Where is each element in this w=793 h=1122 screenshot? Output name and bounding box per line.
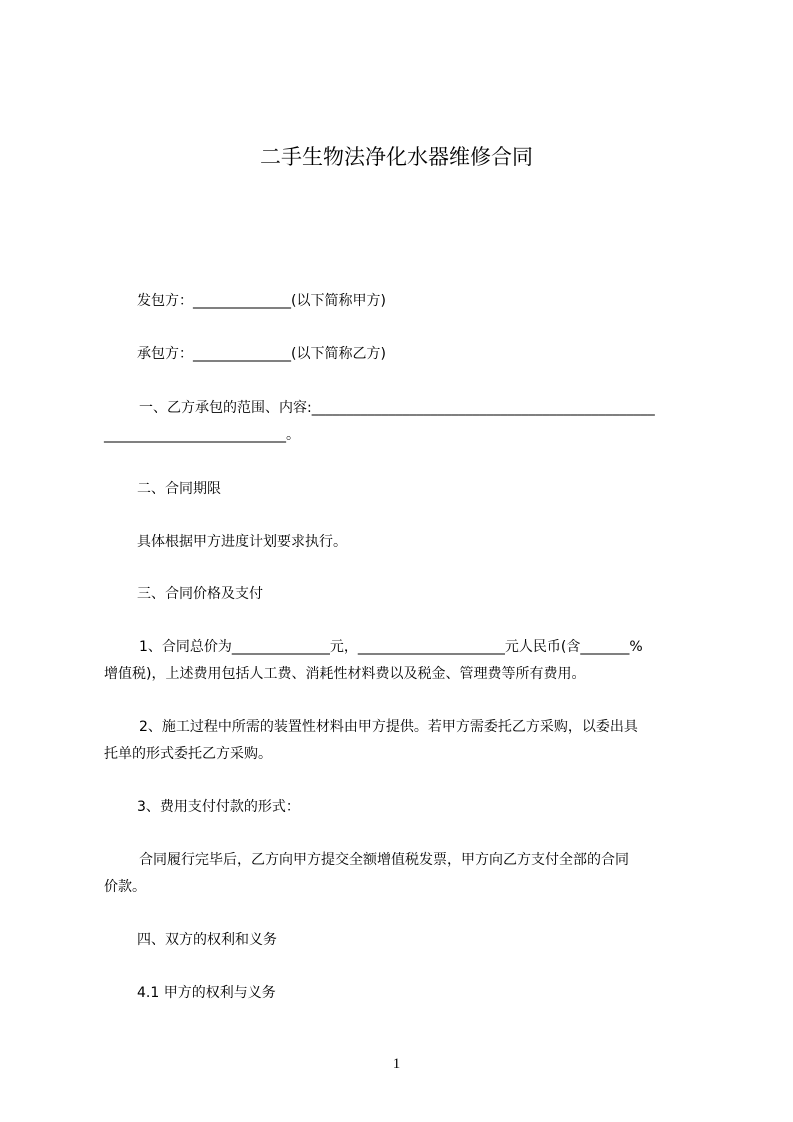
document-title: 二手生物法净化水器维修合同	[260, 145, 533, 169]
rights-heading: 四、双方的权利和义务	[137, 932, 277, 948]
price-clause-1-line-1: 1、合同总价为______________元，_____________________元人民币(含_______%	[139, 639, 643, 655]
term-heading: 二、合同期限	[137, 481, 221, 497]
scope-line-2: __________________________。	[104, 427, 300, 443]
price-clause-3: 3、费用支付付款的形式：	[137, 799, 300, 815]
payment-body-line-1: 合同履行完毕后，乙方向甲方提交全额增值税发票，甲方向乙方支付全部的合同	[139, 852, 629, 868]
payment-body-line-2: 价款。	[104, 879, 146, 895]
rights-section-4-1: 4.1 甲方的权利与义务	[137, 985, 276, 1001]
party-b-line: 承包方：______________(以下简称乙方)	[137, 346, 386, 362]
price-heading: 三、合同价格及支付	[137, 586, 263, 602]
price-clause-1-line-2: 增值税)，上述费用包括人工费、消耗性材料费以及税金、管理费等所有费用。	[104, 666, 586, 682]
price-clause-2-line-2: 托单的形式委托乙方采购。	[104, 746, 272, 762]
price-clause-2-line-1: 2、施工过程中所需的装置性材料由甲方提供。若甲方需委托乙方采购，以委出具	[139, 719, 638, 735]
scope-line-1: 一、乙方承包的范围、内容:_________________________________________________	[139, 400, 655, 416]
page-number: 1	[392, 1056, 401, 1072]
term-body: 具体根据甲方进度计划要求执行。	[137, 534, 347, 550]
party-a-line: 发包方：______________(以下简称甲方)	[137, 293, 386, 309]
